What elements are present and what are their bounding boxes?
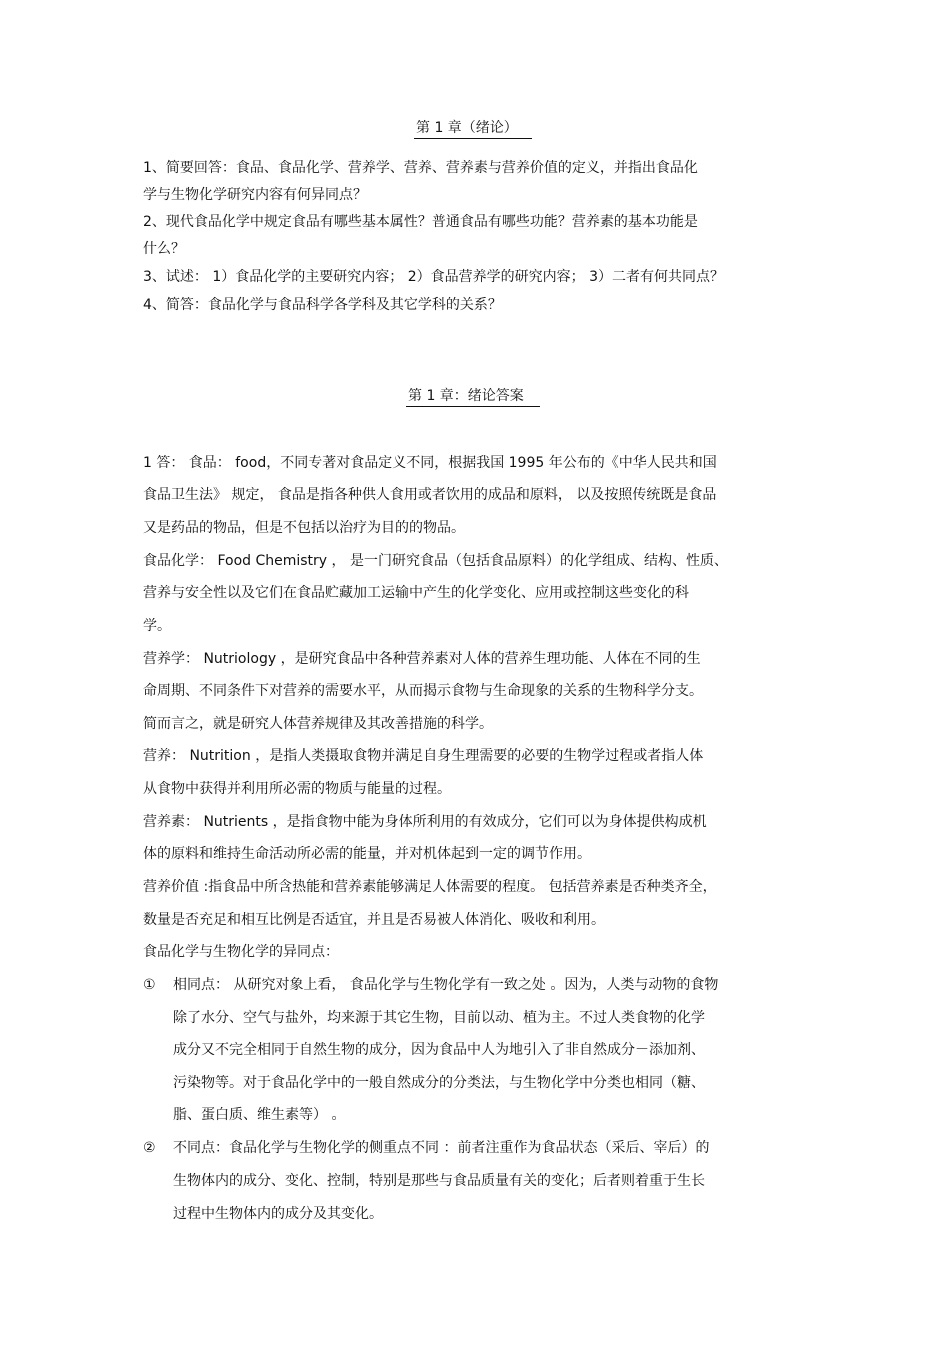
question-line: 4、简答：食品化学与食品科学各学科及其它学科的关系？: [143, 297, 502, 313]
answer-line: 营养素： Nutrients ，是指食物中能为身体所利用的有效成分，它们可以为身体提供构成机: [143, 814, 707, 830]
chapter-title: 第 1 章（绪论）: [416, 120, 518, 136]
item-line: 除了水分、空气与盐外，均来源于其它生物，目前以动、植为主。不过人类食物的化学: [173, 1010, 705, 1026]
item-line: 不同点：食品化学与生物化学的侧重点不同 ：前者注重作为食品状态（采后、宰后）的: [173, 1140, 710, 1156]
answer-line: 1 答： 食品： food，不同专著对食品定义不同，根据我国 1995 年公布的《中华人民共和国: [143, 455, 717, 471]
answer-line: 食品化学： Food Chemistry ， 是一门研究食品（包括食品原料）的化学组成、结构、性质、: [143, 553, 728, 569]
answer-line: 简而言之，就是研究人体营养规律及其改善措施的科学。: [143, 716, 493, 732]
chapter-title-underline: [414, 138, 532, 139]
answer-title: 第 1 章：绪论答案: [408, 388, 524, 404]
item-line: 相同点： 从研究对象上看， 食品化学与生物化学有一致之处 。因为，人类与动物的食物: [173, 977, 719, 993]
question-line: 1、简要回答：食品、食品化学、营养学、营养、营养素与营养价值的定义，并指出食品化: [143, 160, 698, 176]
question-line: 3、试述： 1）食品化学的主要研究内容； 2）食品营养学的研究内容； 3）二者有何共同点？: [143, 269, 724, 285]
item-line: 污染物等。对于食品化学中的一般自然成分的分类法，与生物化学中分类也相同（糖、: [173, 1075, 705, 1091]
answer-line: 数量是否充足和相互比例是否适宜，并且是否易被人体消化、吸收和利用。: [143, 912, 605, 928]
answer-line: 营养价值 :指食品中所含热能和营养素能够满足人体需要的程度。 包括营养素是否种类齐全，: [143, 879, 717, 895]
answer-line: 营养： Nutrition ，是指人类摄取食物并满足自身生理需要的必要的生物学过程或者指人体: [143, 748, 704, 764]
answer-line: 学。: [143, 618, 171, 634]
answer-line: 从食物中获得并利用所必需的物质与能量的过程。: [143, 781, 451, 797]
answer-line: 营养与安全性以及它们在食品贮藏加工运输中产生的化学变化、应用或控制这些变化的科: [143, 585, 689, 601]
question-line: 2、现代食品化学中规定食品有哪些基本属性？普通食品有哪些功能？营养素的基本功能是: [143, 214, 698, 230]
answer-line: 营养学： Nutriology ，是研究食品中各种营养素对人体的营养生理功能、人体在不同的生: [143, 651, 701, 667]
answer-line: 又是药品的物品，但是不包括以治疗为目的的物品。: [143, 520, 465, 536]
item-marker: ①: [143, 977, 156, 993]
question-line: 学与生物化学研究内容有何异同点？: [143, 187, 367, 203]
item-line: 生物体内的成分、变化、控制，特别是那些与食品质量有关的变化；后者则着重于生长: [173, 1173, 705, 1189]
answer-title-underline: [406, 406, 540, 407]
item-marker: ②: [143, 1140, 156, 1156]
answer-line: 食品卫生法》 规定， 食品是指各种供人食用或者饮用的成品和原料， 以及按照传统既是食品: [143, 487, 717, 503]
answer-line: 食品化学与生物化学的异同点：: [143, 944, 339, 960]
item-line: 成分又不完全相同于自然生物的成分，因为食品中人为地引入了非自然成分－添加剂、: [173, 1042, 705, 1058]
question-line: 什么？: [143, 241, 185, 257]
answer-line: 体的原料和维持生命活动所必需的能量，并对机体起到一定的调节作用。: [143, 846, 591, 862]
item-line: 脂、蛋白质、维生素等） 。: [173, 1107, 346, 1123]
answer-line: 命周期、不同条件下对营养的需要水平，从而揭示食物与生命现象的关系的生物科学分支。: [143, 683, 703, 699]
item-line: 过程中生物体内的成分及其变化。: [173, 1206, 383, 1222]
